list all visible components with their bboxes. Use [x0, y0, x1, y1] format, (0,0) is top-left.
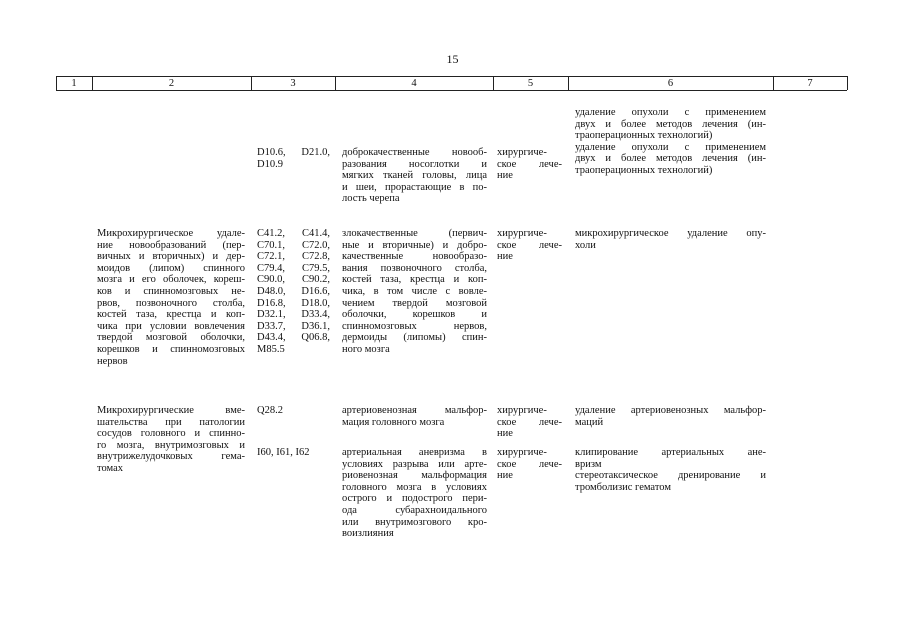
text-line: ние [497, 428, 513, 440]
text-line: моидов (липом) спинного [97, 262, 245, 274]
text-line: клипирование артериальных ане- [575, 447, 766, 458]
text-line: хирургиче- [497, 228, 547, 239]
column-number: 5 [527, 78, 534, 89]
codes-cell [257, 147, 330, 170]
text-line: Микрохирургическое удале- [97, 228, 245, 239]
text-line: траоперационных технологий) [575, 164, 713, 176]
text-line: двух и более методов лечения (ин- [575, 153, 766, 165]
diagnosis-cell [342, 147, 487, 205]
text-line: чением твердой мозговой [342, 297, 487, 309]
text-line: Q28.2 [257, 405, 283, 416]
text-line: ного мозга [342, 343, 390, 355]
column-number: 7 [807, 78, 813, 89]
text-line: холи [575, 239, 596, 251]
text-line: C70.1, C72.0, [257, 239, 330, 251]
text-line: удаление опухоли с применением [575, 107, 766, 118]
text-line: ние новообразований (пер- [97, 239, 245, 251]
text-line: оболочки, корешков и [342, 309, 487, 321]
treatment-type-cell [497, 228, 562, 263]
methods-cell [575, 405, 766, 428]
text-line: и шеи, прорастающие в по- [342, 181, 487, 193]
codes-cell [257, 405, 330, 417]
text-line: риовенозная мальформация [342, 470, 487, 482]
column-number: 6 [667, 78, 674, 89]
text-line: ское лече- [497, 458, 562, 470]
text-line: артериальная аневризма в [342, 447, 487, 458]
text-line: условиях разрыва или арте- [342, 458, 487, 470]
text-line: D10.6, D21.0, [257, 147, 330, 158]
text-line: вичных и вторичных) и дер- [97, 251, 245, 263]
text-line: внутрижелудочковых гема- [97, 451, 245, 463]
text-line: вания позвоночного столба, [342, 262, 487, 274]
text-line: ское лече- [497, 239, 562, 251]
text-line: корешков и спинномозговых [97, 343, 245, 355]
col-divider [847, 76, 848, 90]
text-line: маций [575, 416, 604, 428]
table-top-rule [56, 76, 847, 77]
text-line: ные и вторичные) и добро- [342, 239, 487, 251]
text-line: микрохирургическое удаление опу- [575, 228, 766, 239]
text-line: удаление опухоли с применением [575, 141, 766, 153]
text-line: мозга и его оболочек, кореш- [97, 274, 245, 286]
text-line: мягких тканей головы, лица [342, 170, 487, 182]
text-line: стереотаксическое дренирование и [575, 470, 766, 482]
text-line: сосудов головного и спинно- [97, 428, 245, 440]
text-line: I60, I61, I62 [257, 447, 310, 458]
table-header-rule [56, 90, 847, 91]
text-line: ода субарахноидального [342, 504, 487, 516]
methods-cell [575, 228, 766, 251]
diagnosis-cell [342, 405, 487, 428]
text-line: дермоиды (липомы) спин- [342, 332, 487, 344]
text-line: твердой мозговой оболочки, [97, 332, 245, 344]
text-line: нервов [97, 355, 128, 367]
text-line: M85.5 [257, 343, 285, 355]
treatment-type-cell [497, 147, 562, 182]
text-line: двух и более методов лечения (ин- [575, 118, 766, 130]
codes-cell [257, 447, 330, 459]
text-line: спинномозговых нервов, [342, 320, 487, 332]
text-line: ние [497, 251, 513, 263]
text-line: головного мозга в условиях [342, 481, 487, 493]
text-line: ние [497, 170, 513, 182]
text-line: или внутримозгового кро- [342, 516, 487, 528]
text-line: разования носоглотки и [342, 158, 487, 170]
treatment-type-cell [497, 447, 562, 482]
text-line: костей таза, крестца и коп- [97, 309, 245, 321]
text-line: Микрохирургические вме- [97, 405, 245, 416]
text-line: ков и спинномозговых не- [97, 285, 245, 297]
text-line: D48.0, D16.6, [257, 285, 330, 297]
text-line: C72.1, C72.8, [257, 251, 330, 263]
text-line: шательства при патологии [97, 416, 245, 428]
text-line: чика, в том числе с вовле- [342, 285, 487, 297]
treatment-type-cell [497, 405, 562, 440]
diagnosis-cell [342, 228, 487, 356]
text-line: злокачественные (первич- [342, 228, 487, 239]
text-line: мация головного мозга [342, 416, 445, 428]
text-line: D33.7, D36.1, [257, 320, 330, 332]
text-line: D32.1, D33.4, [257, 309, 330, 321]
text-line: вризм [575, 458, 602, 470]
text-line: томах [97, 462, 123, 474]
text-line: острого и подострого пери- [342, 493, 487, 505]
text-line: D16.8, D18.0, [257, 297, 330, 309]
text-line: траоперационных технологий) [575, 130, 713, 142]
text-line: артериовенозная мальфор- [342, 405, 487, 416]
text-line: качественные новообразо- [342, 251, 487, 263]
column-number: 1 [71, 78, 77, 89]
text-line: костей таза, крестца и коп- [342, 274, 487, 286]
text-line: тромболизис гематом [575, 481, 671, 493]
text-line: D43.4, Q06.8, [257, 332, 330, 344]
text-line: C41.2, C41.4, [257, 228, 330, 239]
text-line: рвов, позвоночного столба, [97, 297, 245, 309]
methods-cell [575, 107, 766, 177]
diagnosis-cell [342, 447, 487, 540]
text-line: удаление артериовенозных мальфор- [575, 405, 766, 416]
column-number: 3 [290, 78, 296, 89]
text-line: C79.4, C79.5, [257, 262, 330, 274]
text-line: C90.0, C90.2, [257, 274, 330, 286]
column-number: 4 [411, 78, 417, 89]
page-number: 15 [446, 52, 459, 66]
name-cell [97, 228, 245, 367]
text-line: хирургиче- [497, 147, 547, 158]
text-line: ние [497, 470, 513, 482]
text-line: лость черепа [342, 193, 400, 205]
text-line: D10.9 [257, 158, 283, 170]
column-number: 2 [168, 78, 175, 89]
text-line: го мозга, внутримозговых и [97, 439, 245, 451]
text-line: чика при условии вовлечения [97, 320, 245, 332]
codes-cell [257, 228, 330, 356]
methods-cell [575, 447, 766, 493]
text-line: доброкачественные новооб- [342, 147, 487, 158]
name-cell [97, 405, 245, 475]
text-line: хирургиче- [497, 405, 547, 416]
text-line: хирургиче- [497, 447, 547, 458]
text-line: ское лече- [497, 158, 562, 170]
text-line: воизлияния [342, 528, 394, 540]
text-line: ское лече- [497, 416, 562, 428]
